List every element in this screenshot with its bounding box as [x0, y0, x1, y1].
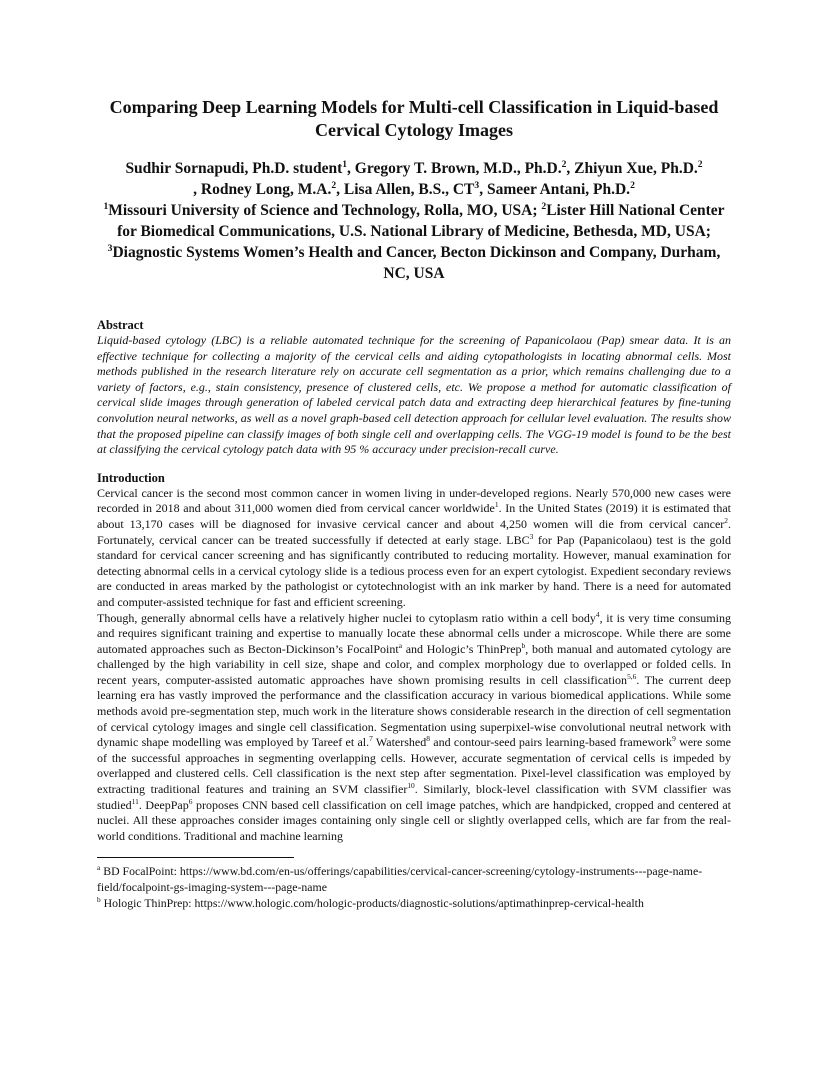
- citation-marker: 8: [426, 734, 430, 744]
- author-name: Sudhir Sornapudi, Ph.D. student: [125, 160, 343, 177]
- footnote-marker: b: [521, 640, 526, 650]
- citation-marker: 1: [494, 500, 499, 510]
- affiliation-marker: 1: [342, 158, 348, 170]
- affiliation: Diagnostic Systems Women’s Health and Cancer, Becton Dickinson and Company, Durham, NC, USA: [112, 244, 721, 282]
- abstract-heading: Abstract: [97, 318, 144, 332]
- citation-marker: 5,6: [627, 671, 637, 681]
- paper-page: [97, 96, 731, 911]
- author-name: , Rodney Long, M.A.: [193, 181, 332, 198]
- paper-title: Comparing Deep Learning Models for Multi-cell Classification in Liquid-based Cervical Cytology Images: [109, 97, 719, 140]
- affiliation-marker: 3: [474, 179, 480, 191]
- affiliation-marker: 1: [103, 200, 109, 212]
- footnote-text: BD FocalPoint: https://www.bd.com/en-us/offerings/capabilities/cervical-cancer-screening/cytology-instruments---page-name-field/focalpoint-gs-imaging-system---page-name: [97, 864, 703, 894]
- affiliation-marker: 2: [561, 158, 567, 170]
- author-name: , Zhiyun Xue, Ph.D.: [566, 160, 698, 177]
- footnote-a: [97, 864, 731, 895]
- citation-marker: 9: [672, 734, 676, 744]
- citation-marker: 11: [131, 796, 139, 806]
- affiliation-marker: 2: [697, 158, 703, 170]
- footnote-text: Hologic ThinPrep: https://www.hologic.com/hologic-products/diagnostic-solutions/aptimathinprep-cervical-health: [100, 895, 644, 910]
- affiliation: Missouri University of Science and Technology, Rolla, MO, USA;: [108, 202, 542, 219]
- citation-marker: 6: [188, 796, 193, 806]
- footnote-marker: a: [398, 640, 403, 650]
- citation-marker: 10: [407, 781, 415, 791]
- citation-marker: 7: [369, 734, 373, 744]
- citation-marker: 2: [724, 515, 728, 525]
- footnote-b: [97, 896, 731, 912]
- citation-marker: 4: [595, 609, 600, 619]
- author-name: , Gregory T. Brown, M.D., Ph.D.: [347, 160, 562, 177]
- affiliation: Lister Hill National Center for Biomedical Communications, U.S. National Library of Medicine, Bethesda, MD, USA;: [117, 202, 725, 240]
- affiliation-marker: 2: [541, 200, 547, 212]
- affiliation-marker: 2: [331, 179, 337, 191]
- footnote-mark: a: [97, 863, 101, 873]
- footnote-divider: [97, 857, 294, 858]
- footnote-mark: b: [97, 894, 101, 904]
- affiliation-marker: 2: [630, 179, 635, 191]
- introduction-heading: Introduction: [97, 470, 165, 485]
- citation-marker: 3: [529, 531, 534, 541]
- author-name: , Sameer Antani, Ph.D.: [479, 181, 631, 198]
- author-name: , Lisa Allen, B.S., CT: [336, 181, 475, 198]
- affiliation-marker: 3: [107, 242, 113, 254]
- author-block: [97, 158, 731, 284]
- abstract-text: Liquid-based cytology (LBC) is a reliable automated technique for the screening of Papanicolaou (Pap) smear data. It is an effective technique for collecting a majority of the cervical cells and aiding cytopathologists in locating abnormal cells. Most methods published in the research literature rely on accurate cell segmentation as a prior, which remains challenging due to a variety of factors, e.g., stain consistency, presence of clustered cells, etc. We propose a method for automatic classification of cervical slide images through generation of labeled cervical patch data and extracting deep hierarchical features by fine-tuning convolution neural networks, as well as a novel graph-based cell detection approach for cellular level evaluation. The results show that the proposed pipeline can classify images of both single cell and overlapping cells. The VGG-19 model is found to be the best at classifying the cervical cytology patch data with 95 % accuracy under precision-recall curve.: [97, 333, 731, 457]
- introduction-paragraph-2: Though, generally abnormal cells have a relatively higher nuclei to cytoplasm ratio within a cell body$^4$, it is very time consuming and requires significant training and expertise to manually locate these abnormal cells under a microscope. While there are some automated approaches such as Becton-Dickinson’s FocalPoint$^a$ and Hologic’s ThinPrep$^b$, both manual and automated cytology are challenged by the high variability in cell size, shape and color, and complex morphology due to overlapped or folded cells. In recent years, computer-assisted automatic approaches have shown promising results in cell classification$^{5,6}$. The current deep learning era has vastly improved the performance and the classification accuracy in various biomedical applications. While some methods avoid pre-segmentation step, much work in the literature shows considerable research in the direction of cell segmentation of cervical cytology images and single cell classification. Segmentation using superpixel-wise convolutional neutral network with dynamic shape modelling was employed by Tareef et al.$^7$ Watershed$^8$ and contour-seed pairs learning-based framework$^9$ were some of the successful approaches in segmenting overlapping cells. However, accurate segmentation of cervical cells is impeded by overlapped and clustered cells. Cell classification is the next step after segmentation. Pixel-level classification was employed by extracting traditional features and training an SVM classifier$^{10}$. Similarly, block-level classification with SVM classifier was studied$^{11}$. DeepPap$^6$ proposes CNN based cell classification on cell image patches, which are handpicked, cropped and centered at nuclei. All these approaches consider images containing only single cell or slightly overlapped cells, which are far from the real-world conditions. Traditional and machine learning: [97, 609, 732, 843]
- introduction-paragraph-1: Cervical cancer is the second most common cancer in women living in under-developed regions. Nearly 570,000 new cases were recorded in 2018 and about 311,000 women died from cervical cancer worldwide$^1$. In the United States (2019) it is estimated that about 13,170 cases will be diagnosed for invasive cervical cancer and about 4,250 women will die from cervical cancer$^2$. Fortunately, cervical cancer can be treated successfully if detected at early stage. LBC$^3$ for Pap (Papanicolaou) test is the gold standard for cervical cancer screening and has significantly contributed to reducing mortality. However, manual examination for detecting abnormal cells in a cervical cytology slide is a tedious process even for an expert cytologist. Expedient secondary reviews are conducted in areas marked by the pathologist or cytotechnologist with an ink marker by hand. There is a need for automated and computer-assisted technique for fast and efficient screening.: [97, 485, 732, 609]
